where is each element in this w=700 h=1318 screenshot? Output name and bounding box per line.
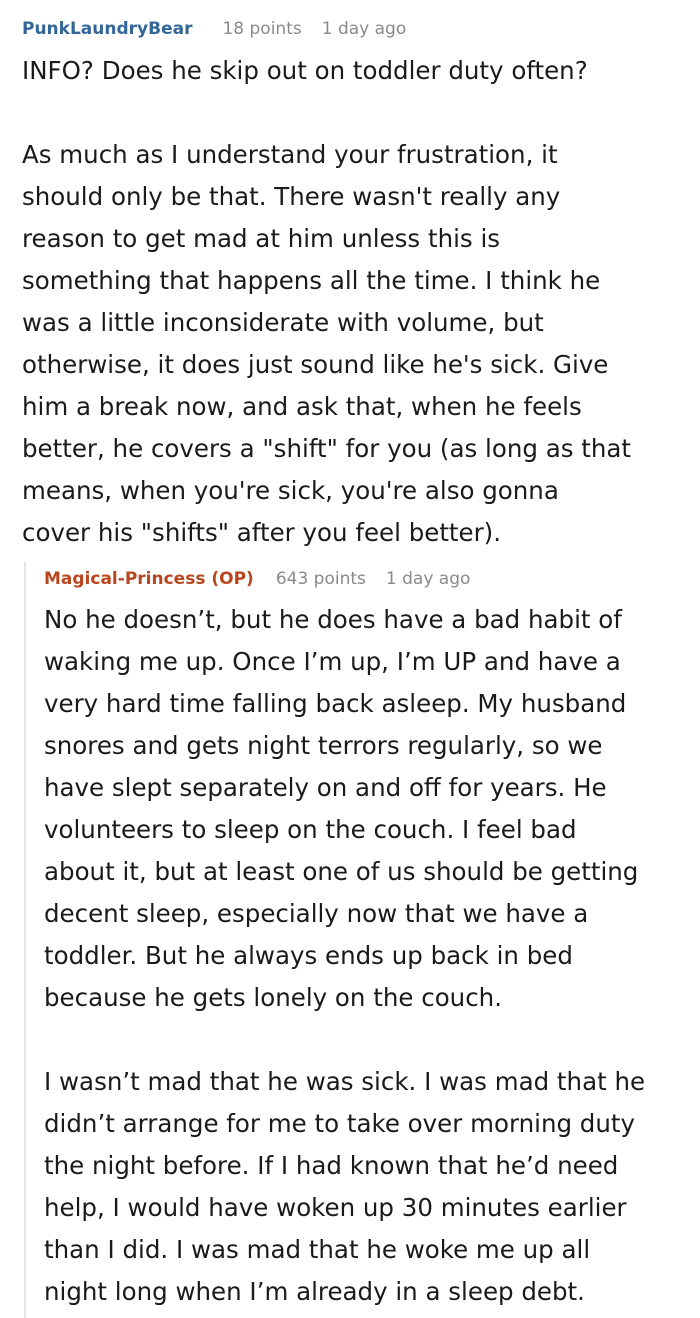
- reply-paragraph: No he doesn’t, but he does have a bad habit of waking me up. Once I’m up, I’m UP and have a very hard time falling back asleep. My husband snores and gets night terrors regularly, so we have slept separately on and off for years. He volunteers to sleep on the couch. I feel bad about it, but at least one of us should be getting decent sleep, especially now that we have a toddler. But he always ends up back in bed because he gets lonely on the couch.: [44, 605, 639, 1012]
- reply-body: [44, 599, 694, 1313]
- reply-paragraph: I wasn’t mad that he was sick. I was mad that he didn’t arrange for me to take over morning duty the night before. If I had known that he’d need help, I would have woken up 30 minutes earlier than I did. I was mad that he woke me up all night long when I’m already in a sleep debt.: [44, 1067, 646, 1306]
- reply-header: [44, 568, 694, 590]
- comment-header: [22, 18, 692, 40]
- reply-thread-line[interactable]: [24, 562, 26, 1318]
- comment-points: 18 points: [222, 19, 302, 39]
- reply-author-link[interactable]: Magical-Princess (OP): [44, 569, 254, 589]
- comment-paragraph: INFO? Does he skip out on toddler duty often?: [22, 56, 588, 85]
- comment-paragraph: As much as I understand your frustration, it should only be that. There wasn't really any reason to get mad at him unless this is something that happens all the time. I think he was a little inconsiderate with volume, but otherwise, it does just sound like he's sick. Give him a break now, and ask that, when he feels better, he covers a "shift" for you (as long as that means, when you're sick, you're also gonna cover his "shifts" after you feel better).: [22, 140, 632, 547]
- reply-points: 643 points: [275, 569, 366, 589]
- comment-timestamp[interactable]: 1 day ago: [321, 19, 407, 39]
- comment-author-link[interactable]: PunkLaundryBear: [22, 19, 193, 39]
- comment: [22, 18, 692, 554]
- reply-timestamp[interactable]: 1 day ago: [385, 569, 471, 589]
- comment-body: [22, 50, 692, 554]
- reply-comment: [44, 568, 694, 1313]
